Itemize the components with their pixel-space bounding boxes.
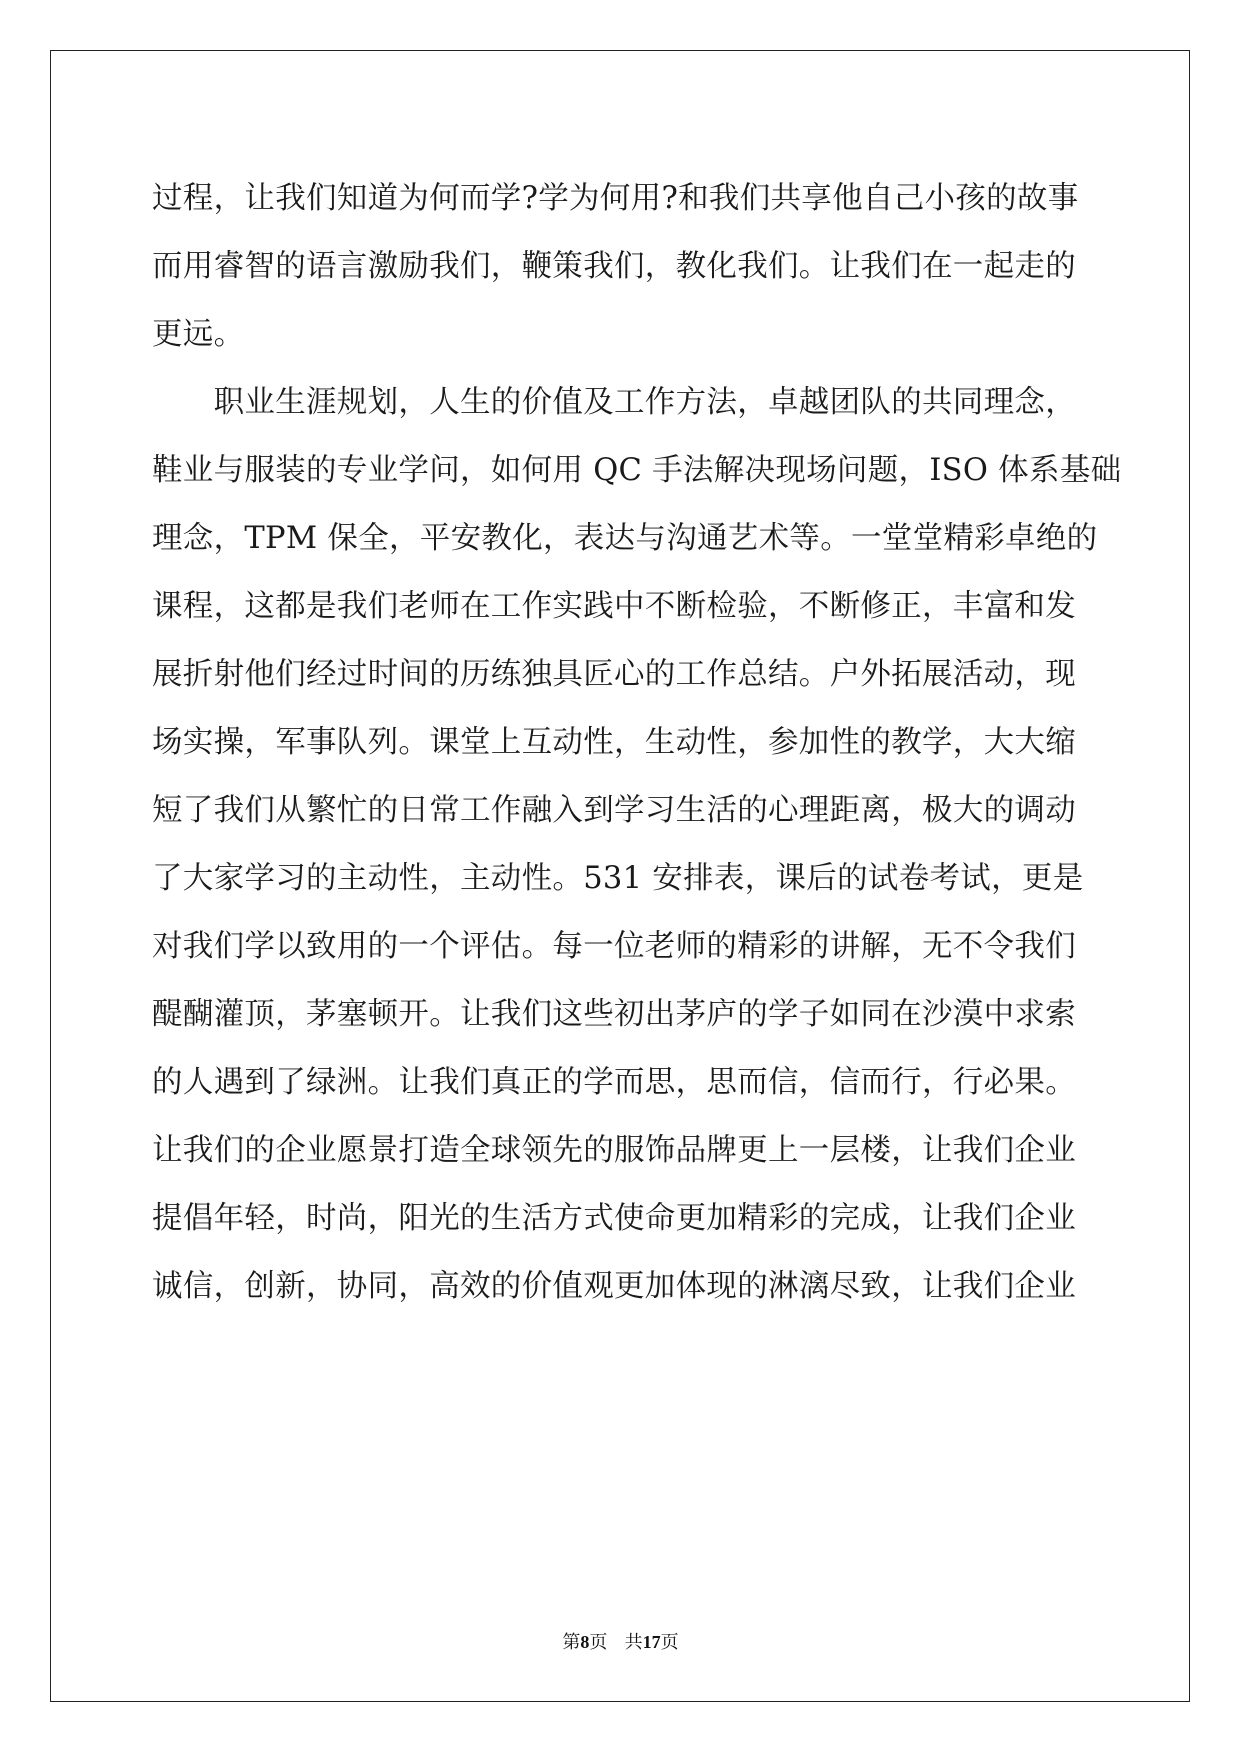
page-number: 8 — [580, 1632, 590, 1652]
footer-prefix: 第 — [562, 1632, 581, 1653]
text-line: 让我们的企业愿景打造全球领先的服饰品牌更上一层楼，让我们企业 — [152, 1133, 1076, 1168]
text-line: 理念，TPM 保全，平安教化，表达与沟通艺术等。一堂堂精彩卓绝的 — [152, 521, 1098, 556]
text-line: 职业生涯规划，人生的价值及工作方法，卓越团队的共同理念， — [152, 385, 1076, 420]
page-footer — [0, 1630, 1241, 1655]
text-line: 短了我们从繁忙的日常工作融入到学习生活的心理距离，极大的调动 — [152, 793, 1076, 828]
text-line: 过程，让我们知道为何而学?学为何用?和我们共享他自己小孩的故事 — [152, 181, 1079, 216]
text-line: 对我们学以致用的一个评估。每一位老师的精彩的讲解，无不令我们 — [152, 929, 1076, 964]
text-line: 而用睿智的语言激励我们，鞭策我们，教化我们。让我们在一起走的 — [152, 249, 1076, 284]
footer-total-suffix: 页 — [660, 1632, 679, 1653]
text-line: 提倡年轻，时尚，阳光的生活方式使命更加精彩的完成，让我们企业 — [152, 1201, 1076, 1236]
text-line: 课程，这都是我们老师在工作实践中不断检验，不断修正，丰富和发 — [152, 589, 1076, 624]
total-pages: 17 — [642, 1632, 661, 1652]
text-line: 场实操，军事队列。课堂上互动性，生动性，参加性的教学，大大缩 — [152, 725, 1076, 760]
text-line: 展折射他们经过时间的历练独具匠心的工作总结。户外拓展活动，现 — [152, 657, 1076, 692]
text-line: 诚信，创新，协同，高效的价值观更加体现的淋漓尽致，让我们企业 — [152, 1269, 1076, 1304]
text-line: 更远。 — [152, 317, 245, 352]
document-body — [152, 165, 1122, 1321]
text-line: 醍醐灌顶，茅塞顿开。让我们这些初出茅庐的学子如同在沙漠中求索 — [152, 997, 1076, 1032]
footer-page-suffix: 页 — [589, 1632, 608, 1653]
text-line: 鞋业与服装的专业学问，如何用 QC 手法解决现场问题，ISO 体系基础 — [152, 453, 1122, 488]
text-line: 的人遇到了绿洲。让我们真正的学而思，思而信，信而行，行必果。 — [152, 1065, 1076, 1100]
footer-total-prefix: 共 — [624, 1632, 643, 1653]
text-line: 了大家学习的主动性，主动性。531 安排表，课后的试卷考试，更是 — [152, 861, 1084, 896]
